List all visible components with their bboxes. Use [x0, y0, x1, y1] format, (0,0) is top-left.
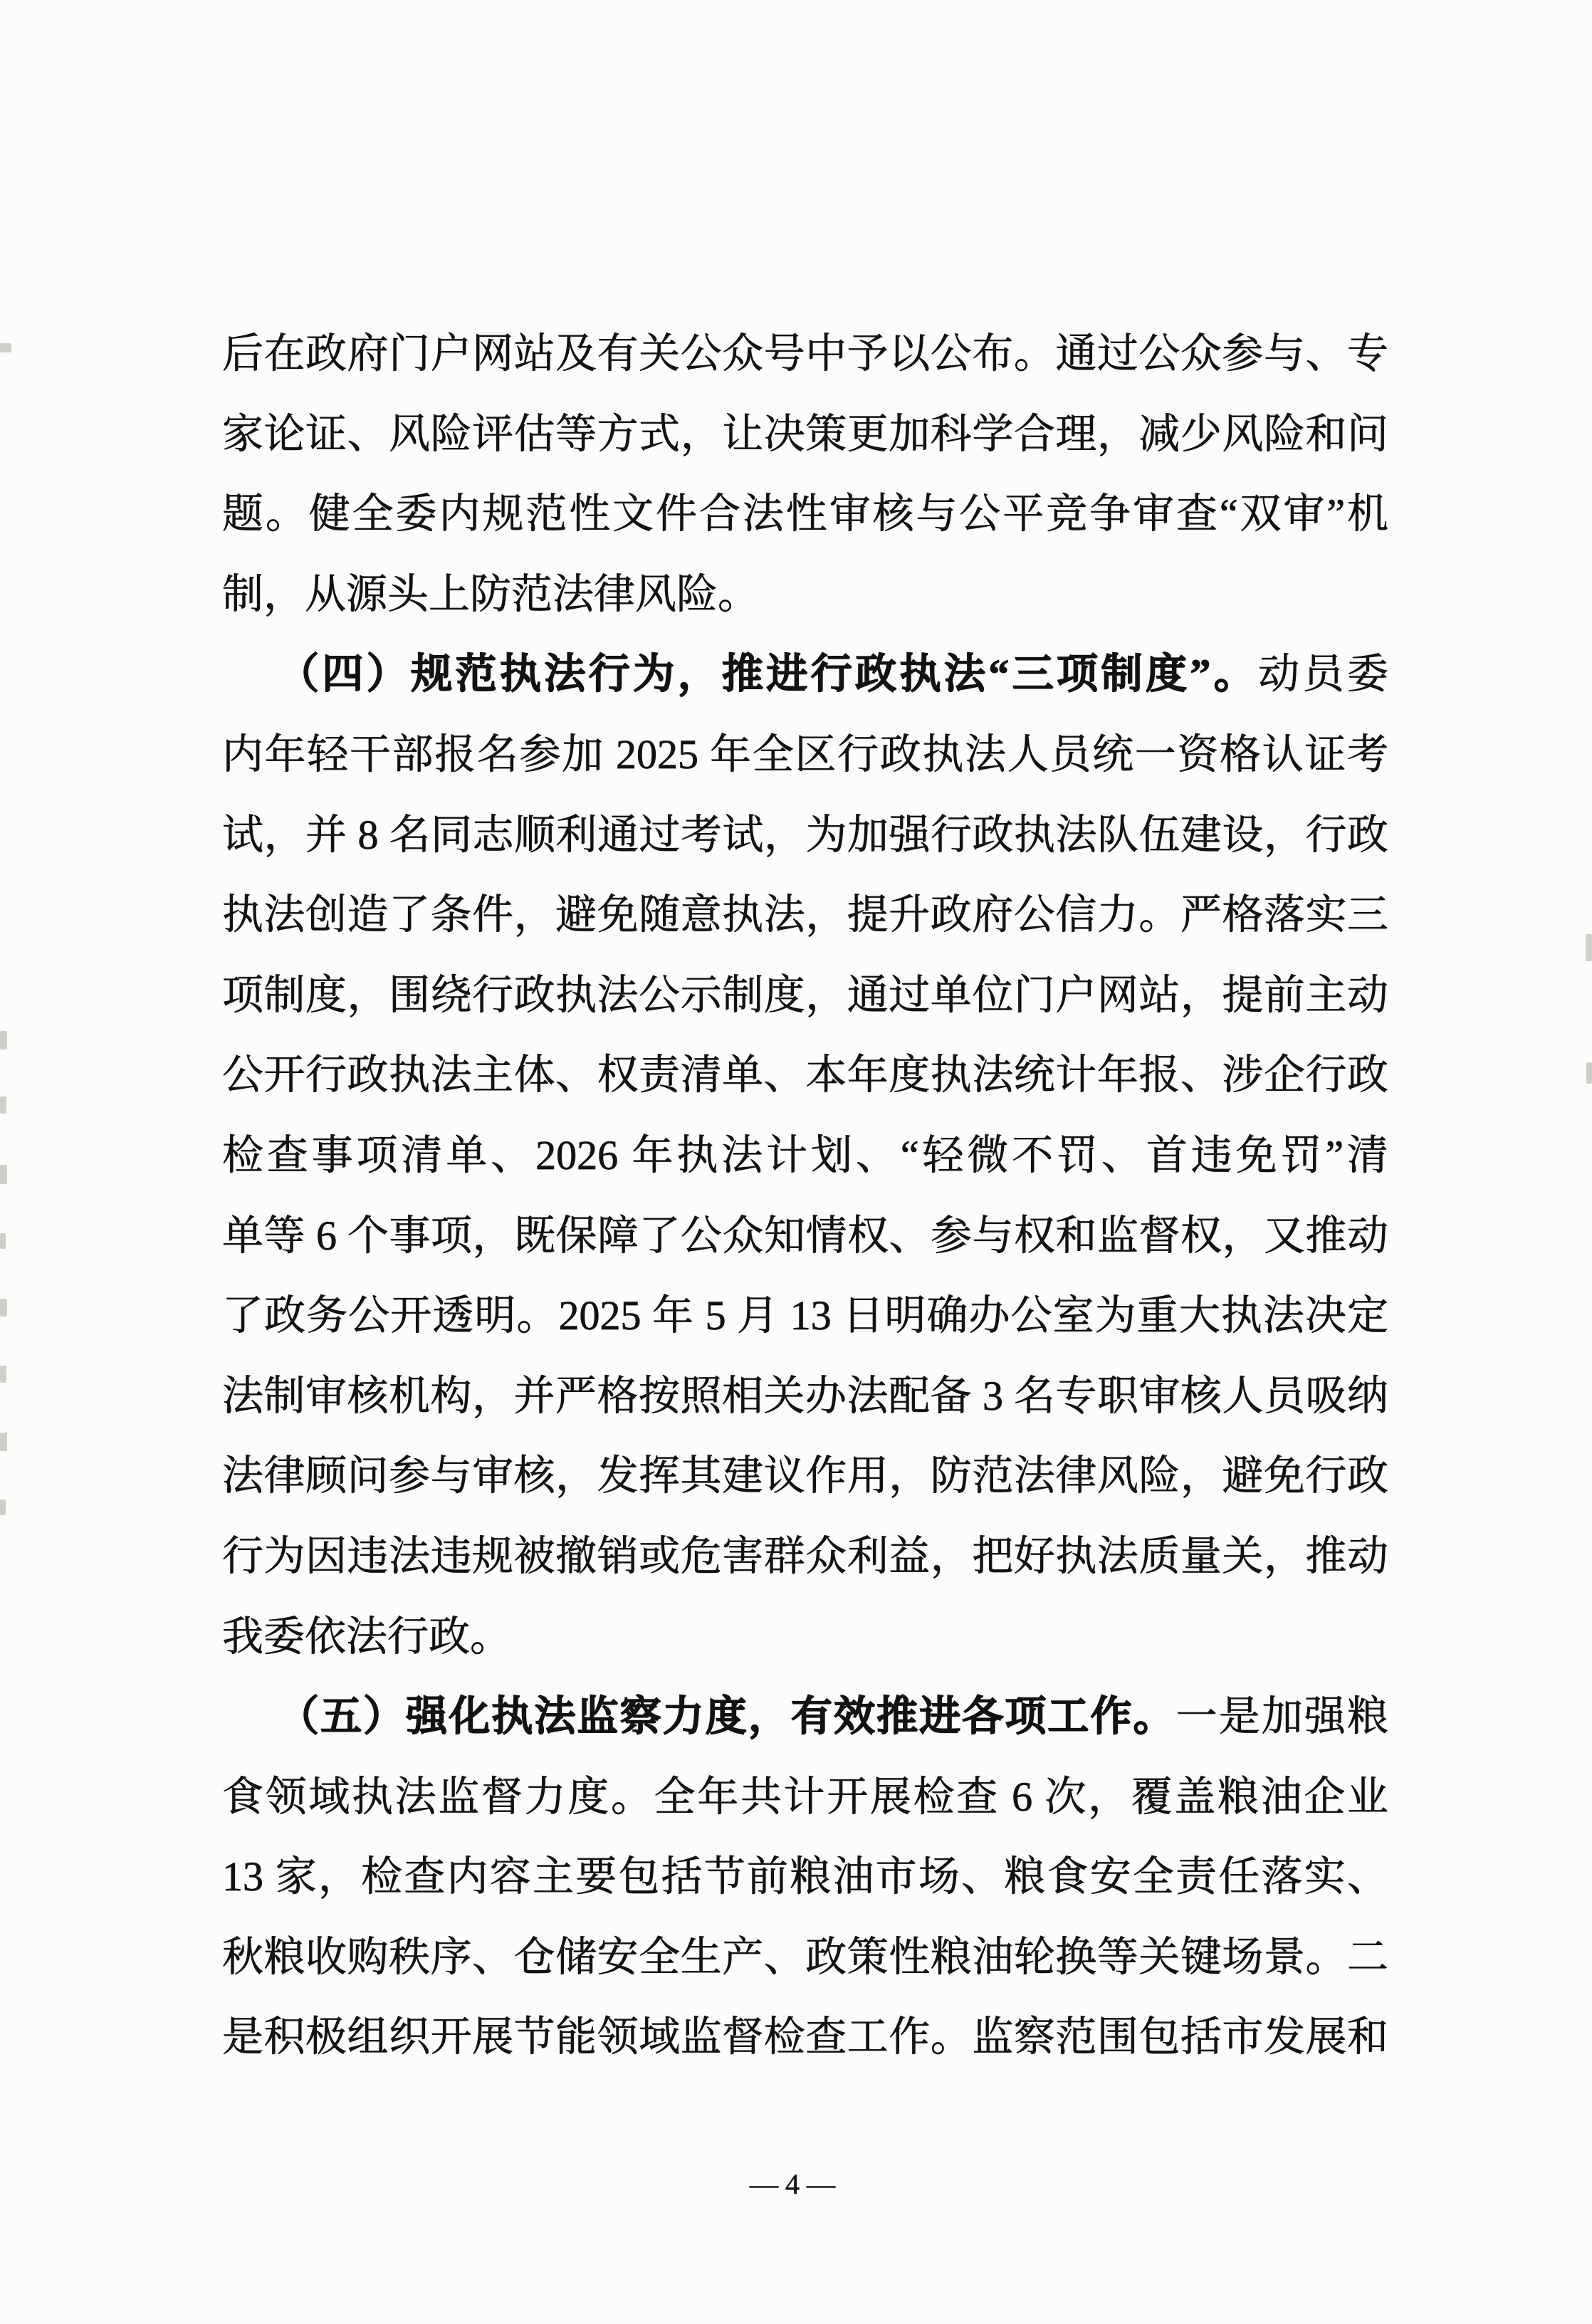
text-line — [222, 634, 1388, 715]
text-line — [222, 1917, 1388, 1998]
section-heading-run: （五）强化执法监察力度，有效推进各项工作。 — [278, 1693, 1176, 1740]
text-line — [222, 394, 1388, 475]
text-run: 法律顾问参与审核，发挥其建议作用，防范法律风险，避免行政 — [222, 1452, 1388, 1499]
text-line — [222, 1356, 1388, 1437]
text-run: 动员委 — [1258, 651, 1388, 698]
section-heading-run: （四）规范执法行为，推进行政执法“三项制度”。 — [278, 651, 1259, 698]
text-line — [222, 314, 1388, 394]
page-number: —4— — [750, 2168, 842, 2200]
text-run: 行为因违法违规被撤销或危害群众利益，把好执法质量关，推动 — [222, 1532, 1388, 1579]
text-line — [222, 1597, 1388, 1677]
text-line — [222, 1677, 1388, 1757]
text-run: 秋粮收购秩序、仓储安全生产、政策性粮油轮换等关键场景。二 — [222, 1933, 1388, 1980]
text-line — [222, 795, 1388, 876]
scan-artifact — [1586, 934, 1592, 961]
scan-artifact — [0, 1165, 7, 1184]
text-run: 是积极组织开展节能领域监督检查工作。监察范围包括市发展和 — [222, 2014, 1388, 2061]
text-run: 内年轻干部报名参加 2025 年全区行政执法人员统一资格认证考 — [222, 731, 1388, 778]
text-run: 单等 6 个事项，既保障了公众知情权、参与权和监督权，又推动 — [222, 1212, 1388, 1259]
text-run: 了政务公开透明。2025 年 5 月 13 日明确办公室为重大执法决定 — [222, 1292, 1388, 1339]
text-run: 制，从源头上防范法律风险。 — [222, 570, 760, 617]
text-run: 题。健全委内规范性文件合法性审核与公平竞争审查“双审”机 — [222, 491, 1388, 538]
text-line — [222, 956, 1388, 1036]
text-line — [222, 1276, 1388, 1356]
text-line — [222, 1837, 1388, 1917]
text-line — [222, 1757, 1388, 1838]
scan-artifact — [0, 1031, 7, 1050]
text-line — [222, 1997, 1388, 2078]
document-body — [222, 314, 1388, 2078]
text-run: 食领域执法监督力度。全年共计开展检查 6 次，覆盖粮油企业 — [222, 1773, 1388, 1820]
text-line — [222, 1517, 1388, 1597]
text-run: 项制度，围绕行政执法公示制度，通过单位门户网站，提前主动 — [222, 971, 1388, 1018]
text-run: 法制审核机构，并严格按照相关办法配备 3 名专职审核人员吸纳 — [222, 1372, 1388, 1419]
scan-artifact — [0, 1299, 7, 1317]
text-line — [222, 1196, 1388, 1277]
scan-artifact — [1586, 1062, 1592, 1084]
text-run: 试，并 8 名同志顺利通过考试，为加强行政执法队伍建设，行政 — [222, 811, 1388, 858]
scan-artifact — [0, 1433, 7, 1451]
scan-artifact — [0, 1096, 6, 1114]
text-line — [222, 1116, 1388, 1196]
text-run: 13 家，检查内容主要包括节前粮油市场、粮食安全责任落实、 — [222, 1853, 1388, 1900]
text-line — [222, 1035, 1388, 1116]
text-line — [222, 555, 1388, 635]
text-run: 我委依法行政。 — [222, 1613, 512, 1660]
scan-artifact — [0, 1499, 6, 1515]
text-run: 执法创造了条件，避免随意执法，提升政府公信力。严格落实三 — [222, 891, 1388, 938]
text-run: 后在政府门户网站及有关公众号中予以公布。通过公众参与、专 — [222, 330, 1388, 377]
text-run: 一是加强粮 — [1175, 1693, 1388, 1740]
scan-artifact — [0, 1233, 6, 1249]
text-run: 检查事项清单、2026 年执法计划、“轻微不罚、首违免罚”清 — [222, 1131, 1388, 1178]
text-line — [222, 875, 1388, 956]
text-line — [222, 1436, 1388, 1517]
text-run: 家论证、风险评估等方式，让决策更加科学合理，减少风险和问 — [222, 410, 1388, 457]
scan-artifact — [0, 1366, 6, 1383]
text-line — [222, 474, 1388, 555]
scan-artifact — [0, 343, 11, 352]
text-line — [222, 715, 1388, 795]
text-run: 公开行政执法主体、权责清单、本年度执法统计年报、涉企行政 — [222, 1052, 1388, 1099]
